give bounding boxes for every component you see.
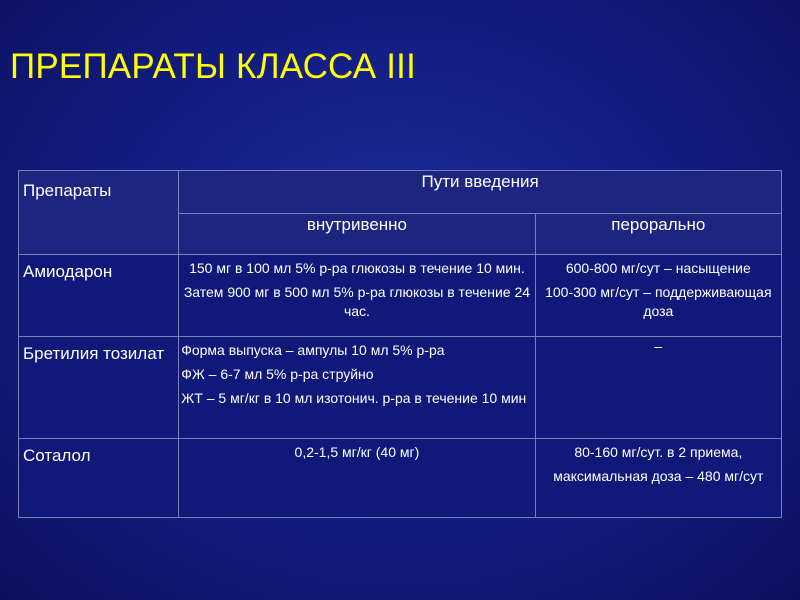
dosing-line: ЖТ – 5 мг/кг в 10 мл изотонич. р-ра в течение 10 мин <box>181 390 527 406</box>
drug-table <box>18 170 782 518</box>
table-row <box>19 255 782 337</box>
slide-title: ПРЕПАРАТЫ КЛАССА III <box>10 47 417 86</box>
oral-dosing <box>535 337 781 439</box>
header-oral: перорально <box>535 214 781 255</box>
dosing-line: – <box>654 338 663 354</box>
oral-dosing <box>535 255 781 337</box>
dosing-line: ФЖ – 6-7 мл 5% р-ра струйно <box>181 366 374 382</box>
dosing-line: Затем 900 мг в 500 мл 5% р-ра глюкозы в течение 24 час. <box>183 284 531 319</box>
dosing-line: 0,2-1,5 мг/кг (40 мг) <box>294 444 420 460</box>
table-row <box>19 337 782 439</box>
header-routes: Пути введения <box>179 171 782 214</box>
dosing-line: 150 мг в 100 мл 5% р-ра глюкозы в течение 10 мин. <box>189 260 525 276</box>
iv-dosing <box>179 337 535 439</box>
dosing-line: максимальная доза – 480 мг/сут <box>553 468 764 484</box>
oral-dosing <box>535 439 781 518</box>
iv-dosing <box>179 439 535 518</box>
header-drugs: Препараты <box>19 171 179 255</box>
drug-name: Бретилия тозилат <box>19 337 179 439</box>
iv-dosing <box>179 255 535 337</box>
dosing-line: 80-160 мг/сут. в 2 приема, <box>574 444 743 460</box>
dosing-line: 100-300 мг/сут – поддерживающая доза <box>545 284 772 319</box>
dosing-line: Форма выпуска – ампулы 10 мл 5% р-ра <box>181 342 445 358</box>
drug-name: Соталол <box>19 439 179 518</box>
drug-name: Амиодарон <box>19 255 179 337</box>
table-header-row <box>19 171 782 214</box>
table-row <box>19 439 782 518</box>
dosing-line: 600-800 мг/сут – насыщение <box>565 260 751 276</box>
header-iv: внутривенно <box>179 214 535 255</box>
